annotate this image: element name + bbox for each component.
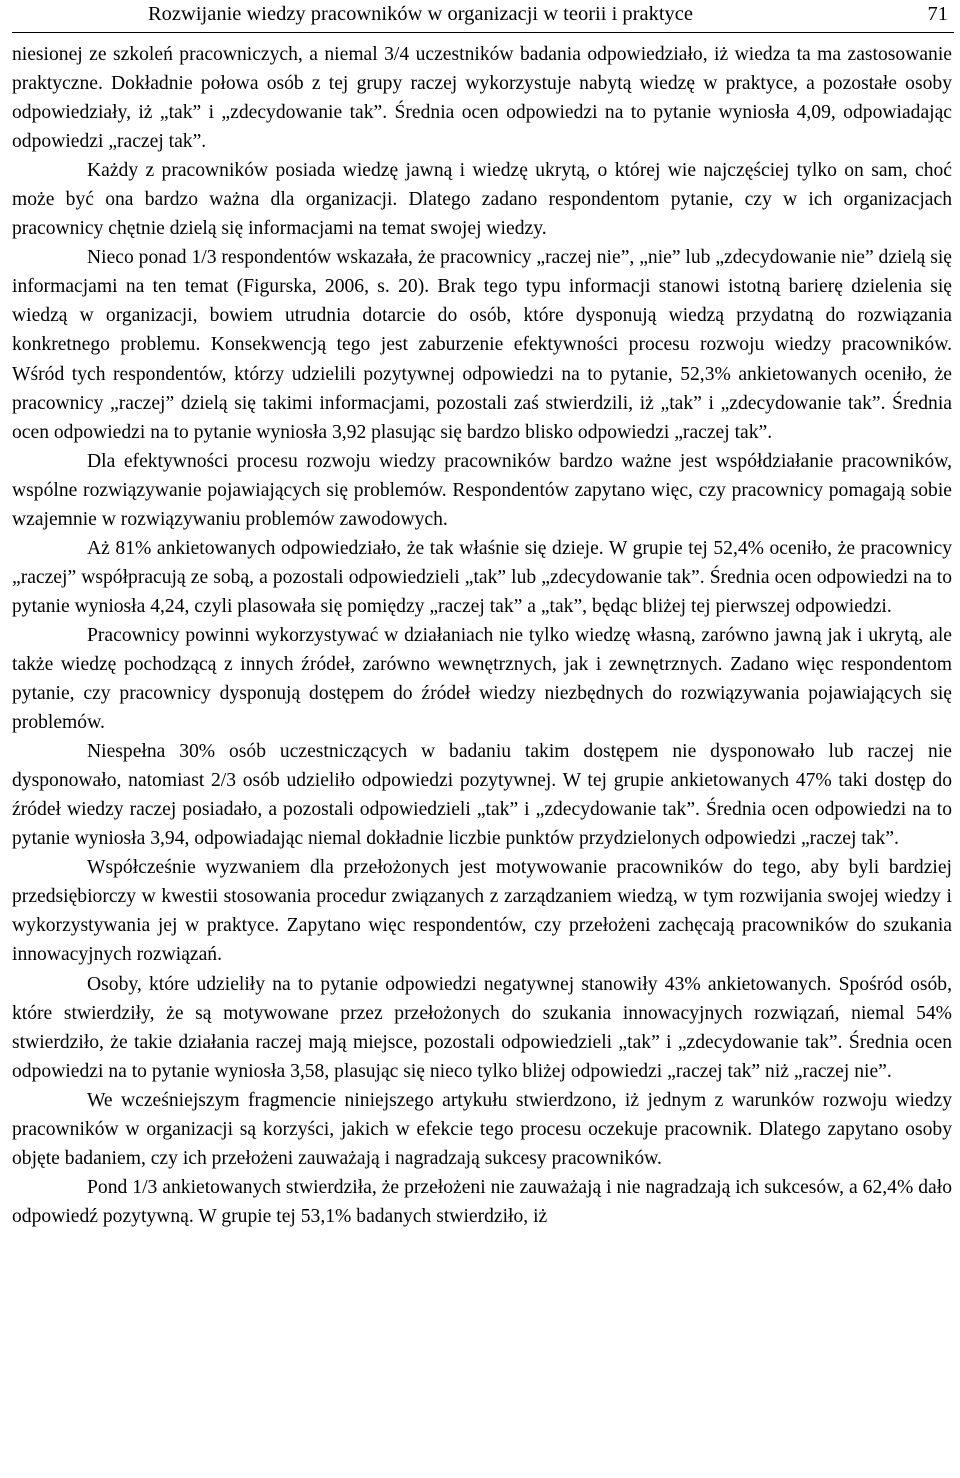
paragraph: Nieco ponad 1/3 respondentów wskazała, że pracownicy „raczej nie”, „nie” lub „zdecydowanie nie” dzielą się informacjami na ten temat (Figurska, 2006, s. 20). Brak tego typu informacji stanowi istotną barierę dzielenia się wiedzą w organizacji, bowiem utrudnia dotarcie do osób, które dysponują wiedzą przydatną do rozwiązania konkretnego problemu. Konsekwencją tego jest zaburzenie efektywności procesu rozwoju wiedzy pracowników. Wśród tych respondentów, którzy udzielili pozytywnej odpowiedzi na to pytanie, 52,3% ankietowanych oceniło, że pracownicy „raczej” dzielą się takimi informacjami, pozostali zaś stwierdzili, iż „tak” i „zdecydowanie tak”. Średnia ocen odpowiedzi na to pytanie wyniosła 3,92 plasując się bardzo blisko odpowiedzi „raczej tak”. (12, 247, 952, 443)
running-title: Rozwijanie wiedzy pracowników w organizacji w teorii i praktyce (148, 3, 693, 25)
paragraph: Aż 81% ankietowanych odpowiedziało, że tak właśnie się dzieje. W grupie tej 52,4% oceniło, że pracownicy „raczej” współpracują ze sobą, a pozostali odpowiedzieli „tak” lub „zdecydowanie tak”. Średnia ocen odpowiedzi na to pytanie wyniosła 4,24, czyli plasowała się pomiędzy „raczej tak” a „tak”, będąc bliżej tej pierwszej odpowiedzi. (12, 537, 952, 617)
paragraph: We wcześniejszym fragmencie niniejszego artykułu stwierdzono, iż jednym z warunków rozwoju wiedzy pracowników w organizacji są korzyści, jakich w efekcie tego procesu oczekuje pracownik. Dlatego zapytano osoby objęte badaniem, czy ich przełożeni zauważają i nagradzają sukcesy pracowników. (12, 1089, 952, 1169)
body-text (12, 40, 952, 1231)
paragraph: Każdy z pracowników posiada wiedzę jawną i wiedzę ukrytą, o której wie najczęściej tylko on sam, choć może być ona bardzo ważna dla organizacji. Dlatego zadano respondentom pytanie, czy w ich organizacjach pracownicy chętnie dzielą się informacjami na temat swojej wiedzy. (12, 160, 952, 240)
paragraph: Współcześnie wyzwaniem dla przełożonych jest motywowanie pracowników do tego, aby byli bardziej przedsiębiorczy w kwestii stosowania procedur związanych z zarządzaniem wiedzą, w tym rozwijania swojej wiedzy i wykorzystywania jej w praktyce. Zapytano więc respondentów, czy przełożeni zachęcają pracowników do szukania innowacyjnych rozwiązań. (12, 857, 952, 966)
page-number: 71 (927, 3, 948, 25)
paragraph: Osoby, które udzieliły na to pytanie odpowiedzi negatywnej stanowiły 43% ankietowanych. Spośród osób, które stwierdziły, że są motywowane przez przełożonych do szukania innowacyjnych rozwiązań, niemal 54% stwierdziło, że takie działania raczej mają miejsce, pozostali odpowiedzieli „tak” i „zdecydowanie tak”. Średnia ocen odpowiedzi na to pytanie wyniosła 3,58, plasując się nieco tylko bliżej odpowiedzi „raczej tak” niż „raczej nie”. (12, 973, 952, 1082)
paragraph: Pracownicy powinni wykorzystywać w działaniach nie tylko wiedzę własną, zarówno jawną jak i ukrytą, ale także wiedzę pochodzącą z innych źródeł, zarówno wewnętrznych, jak i zewnętrznych. Zadano więc respondentom pytanie, czy pracownicy dysponują dostępem do źródeł wiedzy niezbędnych do rozwiązywania pojawiających się problemów. (12, 624, 952, 734)
paragraph-continues: Pond 1/3 ankietowanych stwierdziła, że przełożeni nie zauważają i nie nagradzają ich sukcesów, a 62,4% dało odpowiedź pozytywną. W grupie tej 53,1% badanych stwierdziło, iż (12, 1176, 952, 1227)
page-header (12, 0, 954, 33)
paragraph: Niespełna 30% osób uczestniczących w badaniu takim dostępem nie dysponowało lub raczej nie dysponowało, natomiast 2/3 osób udzieliło odpowiedzi pozytywnej. W tej grupie ankietowanych 47% taki dostęp do źródeł wiedzy raczej posiadało, a pozostali odpowiedzieli „tak” i „zdecydowanie tak”. Średnia ocen odpowiedzi na to pytanie wyniosła 3,94, odpowiadając niemal dokładnie liczbie punktów przydzielonych odpowiedzi „raczej tak”. (12, 741, 952, 850)
paragraph: Dla efektywności procesu rozwoju wiedzy pracowników bardzo ważne jest współdziałanie pracowników, wspólne rozwiązywanie pojawiających się problemów. Respondentów zapytano więc, czy pracownicy pomagają sobie wzajemnie w rozwiązywaniu problemów zawodowych. (12, 450, 952, 530)
paragraph-continued: niesionej ze szkoleń pracowniczych, a niemal 3/4 uczestników badania odpowiedziało, iż wiedza ta ma zastosowanie praktyczne. Dokładnie połowa osób z tej grupy raczej wykorzystuje nabytą wiedzę w praktyce, a pozostałe osoby odpowiedziały, iż „tak” i „zdecydowanie tak”. Średnia ocen odpowiedzi na to pytanie wyniosła 4,09, odpowiadając odpowiedzi „raczej tak”. (12, 44, 952, 153)
